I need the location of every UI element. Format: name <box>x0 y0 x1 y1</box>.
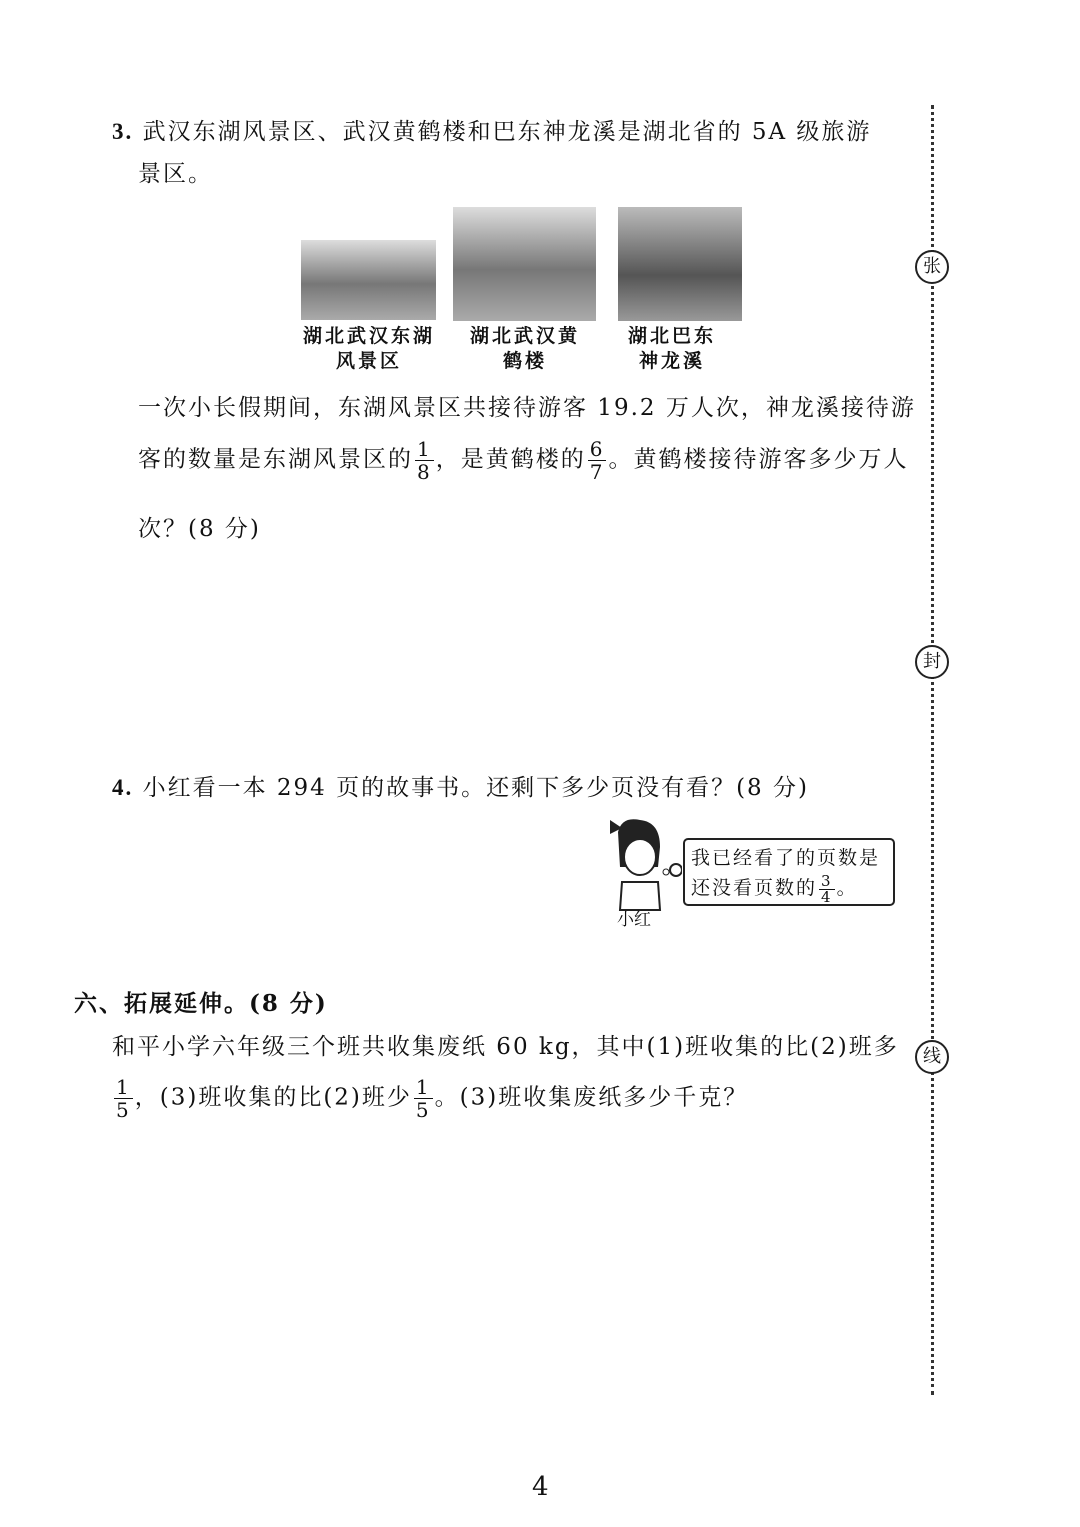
section6-line1: 和平小学六年级三个班共收集废纸 60 kg，其中(1)班收集的比(2)班多 <box>112 1034 899 1060</box>
image-caption: 湖北武汉黄 鹤楼 <box>469 325 580 372</box>
image-caption: 湖北武汉东湖 风景区 <box>302 325 435 372</box>
q3-line1 <box>112 113 871 146</box>
fraction: $\frac{1}{8}$ <box>417 437 432 484</box>
q4-line: 4. 小红看一本 294 页的故事书。还剩下多少页没有看？(8 分) <box>112 775 809 801</box>
image-caption: 湖北巴东 神龙溪 <box>627 325 716 372</box>
q3-body-line1: 一次小长假期间，东湖风景区共接待游客 19.2 万人次，神龙溪接待游 <box>138 395 916 421</box>
donghu-image <box>301 240 436 320</box>
section6-title: 六、拓展延伸。(8 分) <box>74 990 328 1017</box>
yellow-crane-tower-image <box>453 207 596 321</box>
q3-body-line3: 次？(8 分) <box>138 516 261 542</box>
q3-number: 3. <box>112 119 134 144</box>
q3-body-line2: 客的数量是东湖风景区的 $\frac{1}{8}$ ，是黄鹤楼的 $\frac{6}{7}$ 。黄鹤楼接待游客多少万人 <box>138 437 909 484</box>
q3-intro: 武汉东湖风景区、武汉黄鹤楼和巴东神龙溪是湖北省的 5A 级旅游 <box>142 119 872 145</box>
margin-mark: 张 <box>915 250 949 284</box>
fraction: $\frac{6}{7}$ <box>589 437 605 484</box>
binding-line <box>931 105 934 1395</box>
margin-mark: 线 <box>915 1040 949 1074</box>
fraction: $\frac{1}{5}$ <box>116 1075 131 1122</box>
page-number: 4 <box>532 1472 551 1502</box>
q3-intro-line2: 景区。 <box>138 161 213 187</box>
speech-bubble: 我已经看了的页数是 还没看页数的 $\frac{3}{4}$ 。 <box>683 838 895 906</box>
shenlongxi-image <box>618 207 742 321</box>
fraction: $\frac{1}{5}$ <box>415 1075 431 1122</box>
section6-line2: $\frac{1}{5}$ ，(3)班收集的比(2)班少 $\frac{1}{5}$ 。(3)班收集废纸多少千克？ <box>116 1075 749 1122</box>
margin-mark: 封 <box>915 645 949 679</box>
xiaohong-cartoon-icon <box>600 812 682 912</box>
character-name: 小红 <box>617 910 651 930</box>
